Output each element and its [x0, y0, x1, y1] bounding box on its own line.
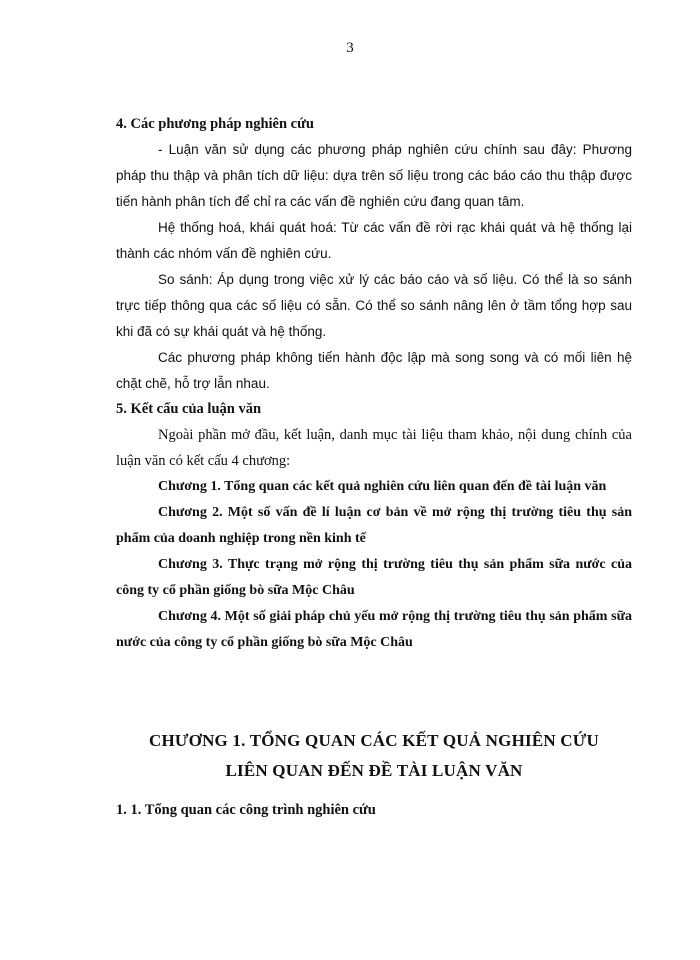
chapter-title-line-1: CHƯƠNG 1. TỔNG QUAN CÁC KẾT QUẢ NGHIÊN CỨU — [149, 731, 599, 750]
section-heading-research-methods: 4. Các phương pháp nghiên cứu — [116, 116, 314, 132]
paragraph-methods-overview: - Luận văn sử dụng các phương pháp nghiên cứu chính sau đây: Phương pháp thu thập và phân tích dữ liệu: dựa trên số liệu trong các báo cáo thu thập được tiến hành phân tích để chỉ ra các vấn đề nghiên cứu đang quan tâm. — [116, 142, 632, 209]
chapter-title — [116, 726, 632, 786]
paragraph-systematization: Hệ thống hoá, khái quát hoá: Từ các vấn đề rời rạc khái quát và hệ thống lại thành các nhóm vấn đề nghiên cứu. — [116, 220, 632, 261]
paragraph-comparison: So sánh: Áp dụng trong việc xử lý các báo cáo và số liệu. Có thể là so sánh trực tiếp thông qua các số liệu có sẵn. Có thể so sánh nâng lên ở tầm tổng hợp sau khi đã có sự khái quát và hệ thống. — [116, 272, 632, 339]
section-heading-thesis-structure: 5. Kết cấu của luận văn — [116, 401, 262, 417]
paragraph-methods-relation: Các phương pháp không tiến hành độc lập mà song song và có mối liên hệ chặt chẽ, hỗ trợ lẫn nhau. — [116, 350, 632, 391]
chapter-list-item-4: Chương 4. Một số giải pháp chủ yếu mở rộng thị trường tiêu thụ sản phẩm sữa nước của công ty cổ phần giống bò sữa Mộc Châu — [116, 609, 632, 650]
chapter-list-item-3: Chương 3. Thực trạng mở rộng thị trường tiêu thụ sản phẩm sữa nước của công ty cổ phần giống bò sữa Mộc Châu — [116, 557, 632, 598]
document-body — [116, 112, 632, 656]
subsection-heading: 1. 1. Tổng quan các công trình nghiên cứu — [116, 802, 376, 818]
chapter-title-line-2: LIÊN QUAN ĐẾN ĐỀ TÀI LUẬN VĂN — [225, 761, 523, 780]
page-number: 3 — [346, 40, 354, 56]
chapter-list-item-2: Chương 2. Một số vấn đề lí luận cơ bản về mở rộng thị trường tiêu thụ sản phẩm của doanh nghiệp trong nền kinh tế — [116, 505, 632, 546]
chapter-list-item-1: Chương 1. Tổng quan các kết quả nghiên cứu liên quan đến đề tài luận văn — [158, 479, 607, 494]
paragraph-structure-intro: Ngoài phần mở đầu, kết luận, danh mục tài liệu tham khảo, nội dung chính của luận văn có kết cấu 4 chương: — [116, 427, 632, 469]
